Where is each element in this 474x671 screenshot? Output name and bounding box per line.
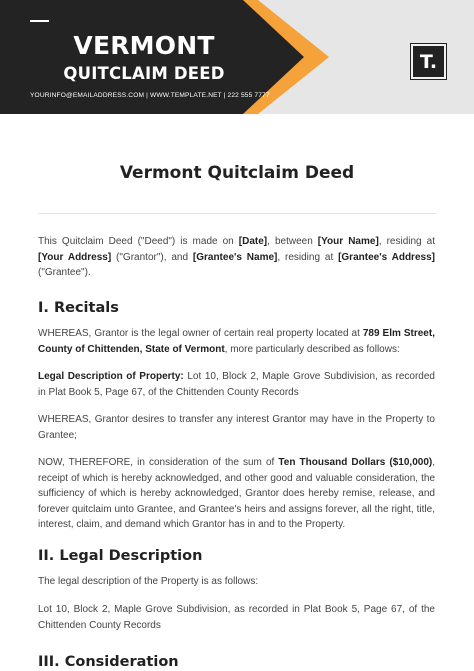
section-heading-recitals: I. Recitals bbox=[38, 300, 119, 316]
intro-text: , between bbox=[267, 236, 318, 247]
section-heading-legal-description: II. Legal Description bbox=[38, 548, 203, 564]
section-heading-consideration: III. Consideration bbox=[38, 654, 179, 670]
banner-contact-info: YOURINFO@EMAILADDRESS.COM | WWW.TEMPLATE.NET | 222 555 7777 bbox=[30, 92, 270, 99]
property-location: 789 Elm Street, County of Chittenden, State of Vermont bbox=[38, 328, 435, 355]
whereas-transfer-paragraph: WHEREAS, Grantor desires to transfer any interest Grantor may have in the Property to Grantee; bbox=[38, 414, 435, 441]
whereas-text: WHEREAS, Grantor is the legal owner of certain real property located at bbox=[38, 328, 363, 339]
date-placeholder: [Date] bbox=[238, 236, 268, 247]
legal-description-intro: The legal description of the Property is as follows: bbox=[38, 576, 259, 587]
therefore-paragraph bbox=[38, 455, 435, 533]
document-title: Vermont Quitclaim Deed bbox=[119, 163, 355, 183]
intro-text: ("Grantor"), and bbox=[111, 251, 193, 263]
therefore-text: , receipt of which is hereby acknowledged, and other good and valuable consideration, the sufficiency of which is hereby acknowledged, Grantor does hereby remise, release, and forever quitclaim unto Grantee, and Grantee's heirs and assigns forever, all the right, title, interest, claim, and demand which Grantor has in and to the Property. bbox=[38, 457, 435, 530]
intro-text: ("Grantee"). bbox=[38, 267, 91, 278]
banner-subtitle: QUITCLAIM DEED bbox=[63, 64, 225, 83]
grantee-name-placeholder: [Grantee's Name] bbox=[192, 251, 278, 263]
your-address-placeholder: [Your Address] bbox=[38, 251, 112, 263]
intro-paragraph bbox=[38, 234, 435, 281]
whereas-text: , more particularly described as follows: bbox=[224, 343, 400, 355]
whereas-paragraph bbox=[38, 326, 435, 357]
title-divider bbox=[38, 213, 436, 214]
intro-text: , residing at bbox=[378, 236, 435, 247]
grantee-address-placeholder: [Grantee's Address] bbox=[338, 251, 435, 263]
legal-description-label: Legal Description of Property: bbox=[38, 371, 184, 382]
header-banner bbox=[0, 0, 474, 114]
intro-text: , residing at bbox=[277, 251, 339, 263]
legal-description-paragraph bbox=[38, 369, 435, 400]
legal-description-text: Lot 10, Block 2, Maple Grove Subdivision, as recorded in Plat Book 5, Page 67, of the Chittenden County Records bbox=[38, 604, 435, 631]
template-logo: T. bbox=[411, 44, 446, 79]
banner-dash bbox=[30, 20, 49, 22]
your-name-placeholder: [Your Name] bbox=[317, 236, 379, 247]
consideration-amount: Ten Thousand Dollars ($10,000) bbox=[278, 457, 433, 468]
legal-description-text: Lot 10, Block 2, Maple Grove Subdivision, as recorded in Plat Book 5, Page 67, of the Chittenden County Records bbox=[38, 371, 435, 398]
banner-title: VERMONT bbox=[73, 31, 215, 60]
therefore-text: NOW, THEREFORE, in consideration of the sum of bbox=[38, 457, 279, 468]
intro-text: This Quitclaim Deed ("Deed") is made on bbox=[38, 236, 239, 247]
